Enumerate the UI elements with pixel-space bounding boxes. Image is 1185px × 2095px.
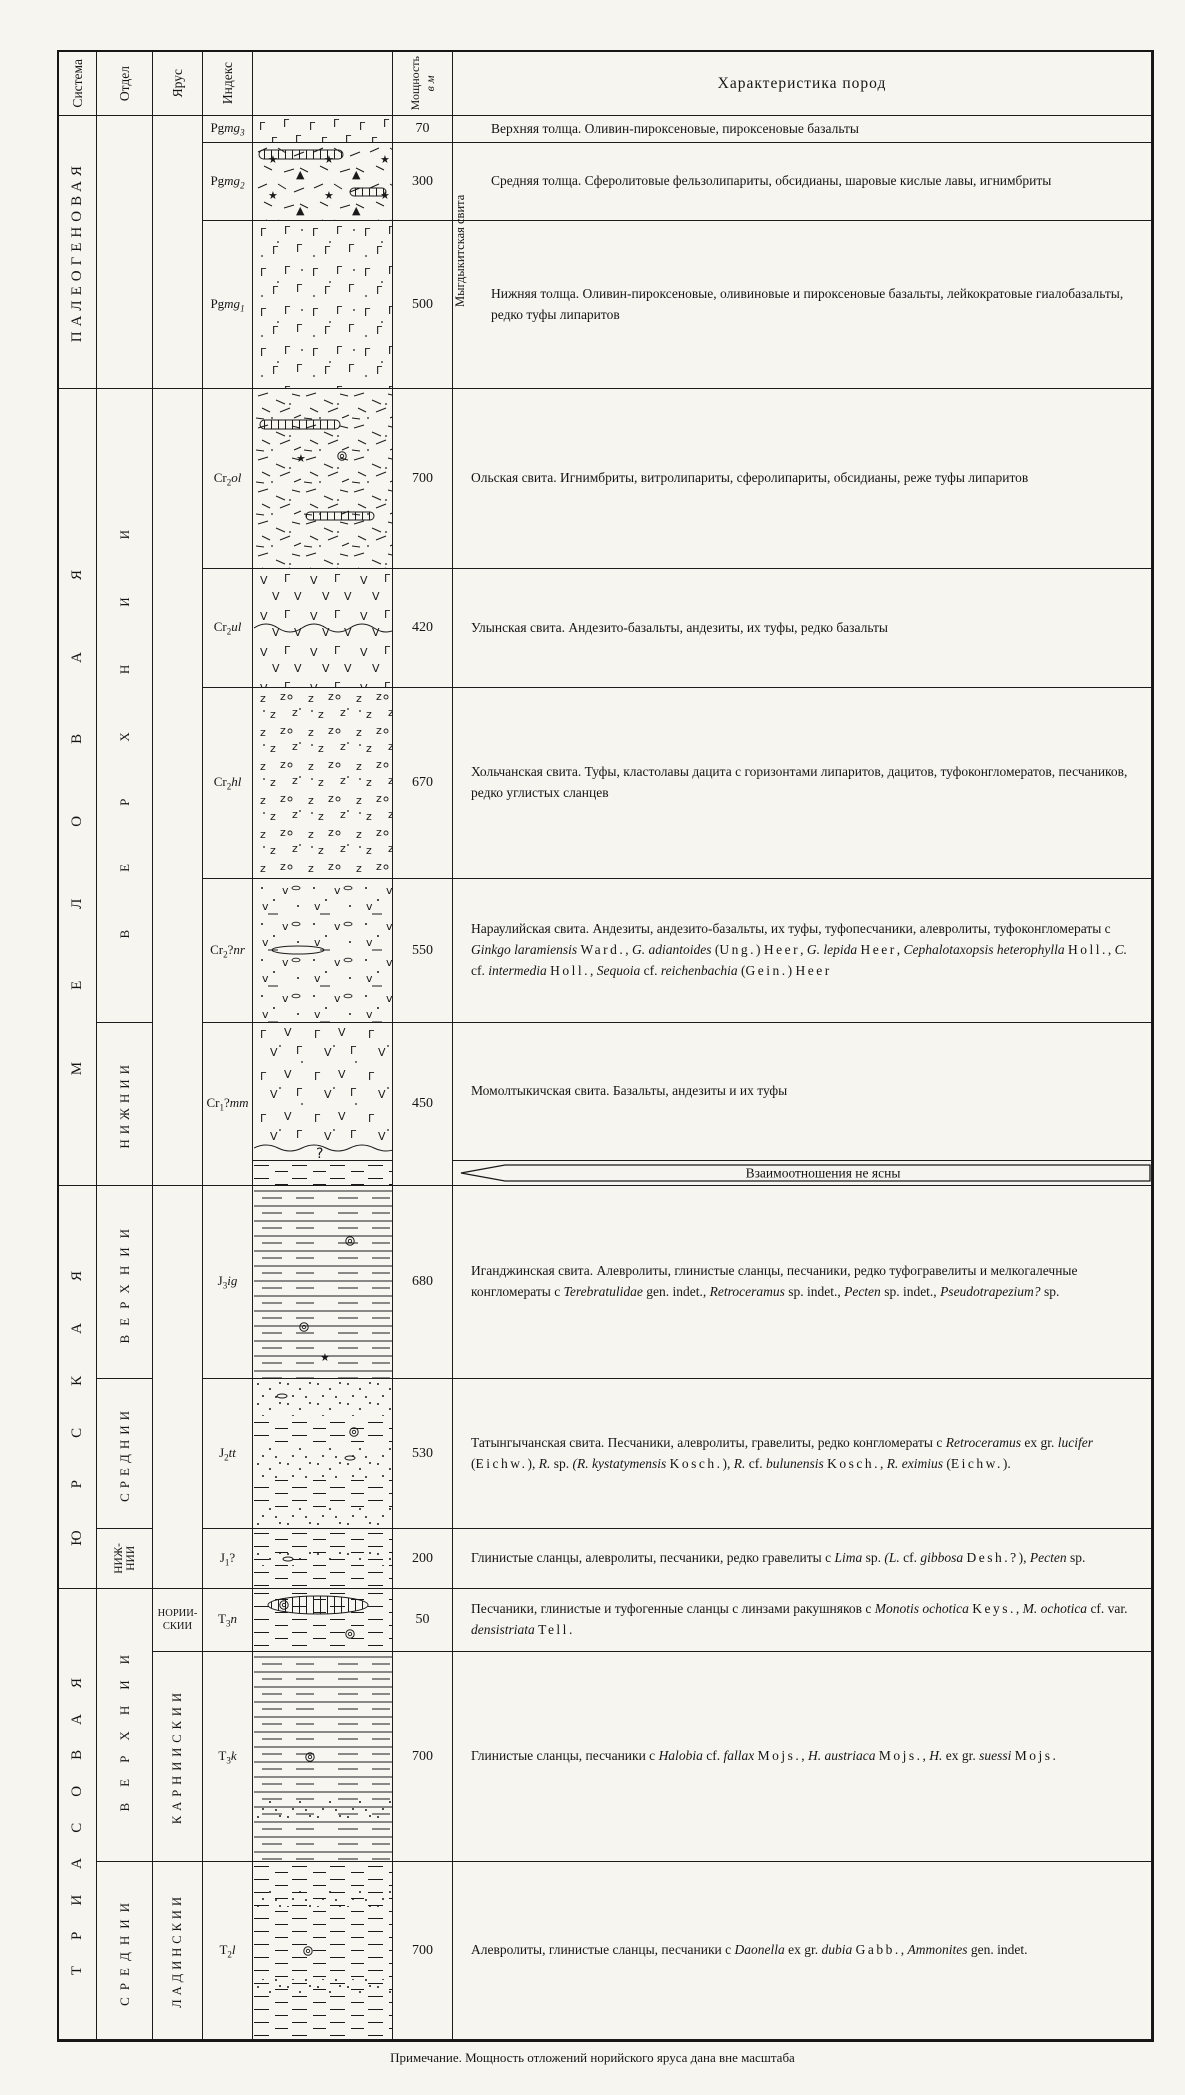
description-cr2hl: Хольчанская свита. Туфы, кластолавы дацита с горизонтами липаритов, дацитов, туфоконгломератов, песчаников, редко углистых сланцев xyxy=(453,688,1152,879)
stage-carnian: КАРНИИСКИИ xyxy=(153,1652,203,1862)
stage-norian: НОРИИ- СКИИ xyxy=(153,1589,203,1652)
index-t3k: $T_3k$ xyxy=(203,1652,253,1862)
index-cr2nr: $Cr_2?nr$ xyxy=(203,879,253,1023)
system-jurassic: ЮРСКАЯ xyxy=(59,1186,97,1589)
header-stage: Ярус xyxy=(153,52,203,116)
lithology-j1 xyxy=(253,1529,393,1589)
index-cr2hl: $Cr_2hl$ xyxy=(203,688,253,879)
thickness-cr2nr: 550 xyxy=(393,879,453,1023)
description-pgmg3: Верхняя толща. Оливин-пироксеновые, пироксеновые базальты xyxy=(453,116,1152,143)
description-cr2ol: Ольская свита. Игнимбриты, витролипариты, сферолипариты, обсидианы, реже туфы липаритов xyxy=(453,389,1152,569)
strat-table xyxy=(57,50,1154,2042)
description-j2tt: Татынгычанская свита. Песчаники, алевролиты, гравелиты, редко конгломераты с Retroceramus ex gr. lucifer (Eichw.), R. sp. (R. kystatymensis Kosch.), R. cf. bulunensis Kosch., R. eximius (Eichw.). xyxy=(453,1379,1152,1529)
unclear-relations-band xyxy=(453,1161,1152,1186)
index-j3ig: $J_3ig$ xyxy=(203,1186,253,1379)
description-t3k: Глинистые сланцы, песчаники с Halobia cf. fallax Mojs., H. austriaca Mojs., H. ex gr. suessi Mojs. xyxy=(453,1652,1152,1862)
thickness-j3ig: 680 xyxy=(393,1186,453,1379)
lithology-pgmg3 xyxy=(253,116,393,143)
description-pgmg2: Средняя толща. Сферолитовые фельзолипариты, обсидианы, шаровые кислые лавы, игнимбриты xyxy=(453,143,1152,221)
lithology-transition-shale xyxy=(253,1161,393,1186)
lithology-pgmg1 xyxy=(253,221,393,389)
header-division: Отдел xyxy=(97,52,153,116)
thickness-t2l: 700 xyxy=(393,1862,453,2040)
header-index: Индекс xyxy=(203,52,253,116)
index-t2l: $T_2l$ xyxy=(203,1862,253,2040)
division-cretaceous-upper: ВЕРХНИИ xyxy=(97,389,153,1023)
index-j1: $J_1$? xyxy=(203,1529,253,1589)
thickness-pgmg2: 300 xyxy=(393,143,453,221)
stage-paleogene-empty xyxy=(153,116,203,389)
stage-cretaceous-empty xyxy=(153,389,203,1186)
lithology-cr2ul xyxy=(253,569,393,688)
division-jurassic-lower: НИЖ- НИИ xyxy=(97,1529,153,1589)
thickness-cr2ul: 420 xyxy=(393,569,453,688)
unclear-relations-label: Взаимоотношения не ясны xyxy=(745,1165,901,1180)
wedge-band xyxy=(453,1162,1151,1185)
system-cretaceous: МЕЛОВАЯ xyxy=(59,389,97,1186)
index-cr1mm: $Cr_1?mm$ xyxy=(203,1023,253,1186)
description-pgmg1: Нижняя толща. Оливин-пироксеновые, оливиновые и пироксеновые базальты, лейкократовые гиалобазальты, редко туфы липаритов xyxy=(453,221,1152,389)
index-pgmg2: Pgmg$_2$ xyxy=(203,143,253,221)
index-cr2ul: $Cr_2ul$ xyxy=(203,569,253,688)
svg-text:★: ★ xyxy=(295,451,306,465)
lithology-j2tt xyxy=(253,1379,393,1529)
division-triassic-upper: ВЕРХНИИ xyxy=(97,1589,153,1862)
thickness-t3n: 50 xyxy=(393,1589,453,1652)
thickness-j2tt: 530 xyxy=(393,1379,453,1529)
stage-ladinian: ЛАДИНСКИИ xyxy=(153,1862,203,2040)
division-triassic-middle: СРЕДНИИ xyxy=(97,1862,153,2040)
division-paleogene-empty xyxy=(97,116,153,389)
header-lithology xyxy=(253,52,393,116)
description-cr2nr: Нараулийская свита. Андезиты, андезито-базальты, их туфы, туфопесчаники, алевролиты, туфоконгломераты с Ginkgo laramiensis Ward., G. adiantoides (Ung.) Heer, G. lepida Heer, Cephalotaxopsis heterophylla Holl., C. cf. intermedia Holl., Sequoia cf. reichenbachia (Gein.) Heer xyxy=(453,879,1152,1023)
system-paleogene: ПАЛЕОГЕНОВАЯ xyxy=(59,116,97,389)
lithology-cr2hl xyxy=(253,688,393,879)
thickness-j1: 200 xyxy=(393,1529,453,1589)
description-cr1mm: Момолтыкичская свита. Базальты, андезиты и их туфы xyxy=(453,1023,1152,1161)
index-pgmg3: Pgmg$_3$ xyxy=(203,116,253,143)
index-pgmg1: Pgmg$_1$ xyxy=(203,221,253,389)
division-cretaceous-lower: НИЖНИИ xyxy=(97,1023,153,1186)
lithology-t3k xyxy=(253,1652,393,1862)
lithology-pgmg2 xyxy=(253,143,393,221)
description-j3ig: Иганджинская свита. Алевролиты, глинистые сланцы, песчаники, редко туфогравелиты и мелкогалечные конгломераты с Terebratulidae gen. indet., Retroceramus sp. indet., Pecten sp. indet., Pseudotrapezium? sp. xyxy=(453,1186,1152,1379)
index-cr2ol: $Cr_2ol$ xyxy=(203,389,253,569)
header-system: Система xyxy=(59,52,97,116)
lithology-cr2nr xyxy=(253,879,393,1023)
thickness-cr1mm: 450 xyxy=(393,1023,453,1186)
svg-text:?: ? xyxy=(315,1145,323,1160)
lithology-j3ig xyxy=(253,1186,393,1379)
lithology-cr1mm xyxy=(253,1023,393,1161)
description-t3n: Песчаники, глинистые и туфогенные сланцы с линзами ракушняков с Monotis ochotica Keys., M. ochotica cf. var. densistriata Tell. xyxy=(453,1589,1152,1652)
division-jurassic-middle: СРЕДНИИ xyxy=(97,1379,153,1529)
system-triassic: ТРИАСОВАЯ xyxy=(59,1589,97,2040)
thickness-cr2hl: 670 xyxy=(393,688,453,879)
suite-label-mygdykitskaya: Мыгдыкитская свита xyxy=(453,194,467,308)
index-j2tt: $J_2tt$ xyxy=(203,1379,253,1529)
lithology-cr2ol xyxy=(253,389,393,569)
division-jurassic-upper: ВЕРХНИИ xyxy=(97,1186,153,1379)
description-cr2ul: Улынская свита. Андезито-базальты, андезиты, их туфы, редко базальты xyxy=(453,569,1152,688)
lithology-t3n xyxy=(253,1589,393,1652)
header-characteristics: Характеристика пород xyxy=(453,52,1152,116)
thickness-pgmg1: 500 xyxy=(393,221,453,389)
lithology-t2l xyxy=(253,1862,393,2040)
description-t2l: Алевролиты, глинистые сланцы, песчаники с Daonella ex gr. dubia Gabb., Ammonites gen. indet. xyxy=(453,1862,1152,2040)
stage-jurassic-empty xyxy=(153,1186,203,1589)
footnote: Примечание. Мощность отложений норийского яруса дана вне масштаба xyxy=(390,2050,795,2065)
thickness-cr2ol: 700 xyxy=(393,389,453,569)
svg-text:★: ★ xyxy=(319,1350,330,1364)
header-thickness: Мощность в м xyxy=(393,52,453,116)
thickness-pgmg3: 70 xyxy=(393,116,453,143)
index-t3n: $T_3n$ xyxy=(203,1589,253,1652)
thickness-t3k: 700 xyxy=(393,1652,453,1862)
description-j1: Глинистые сланцы, алевролиты, песчаники, редко гравелиты с Lima sp. (L. cf. gibbosa Desh.?), Pecten sp. xyxy=(453,1529,1152,1589)
